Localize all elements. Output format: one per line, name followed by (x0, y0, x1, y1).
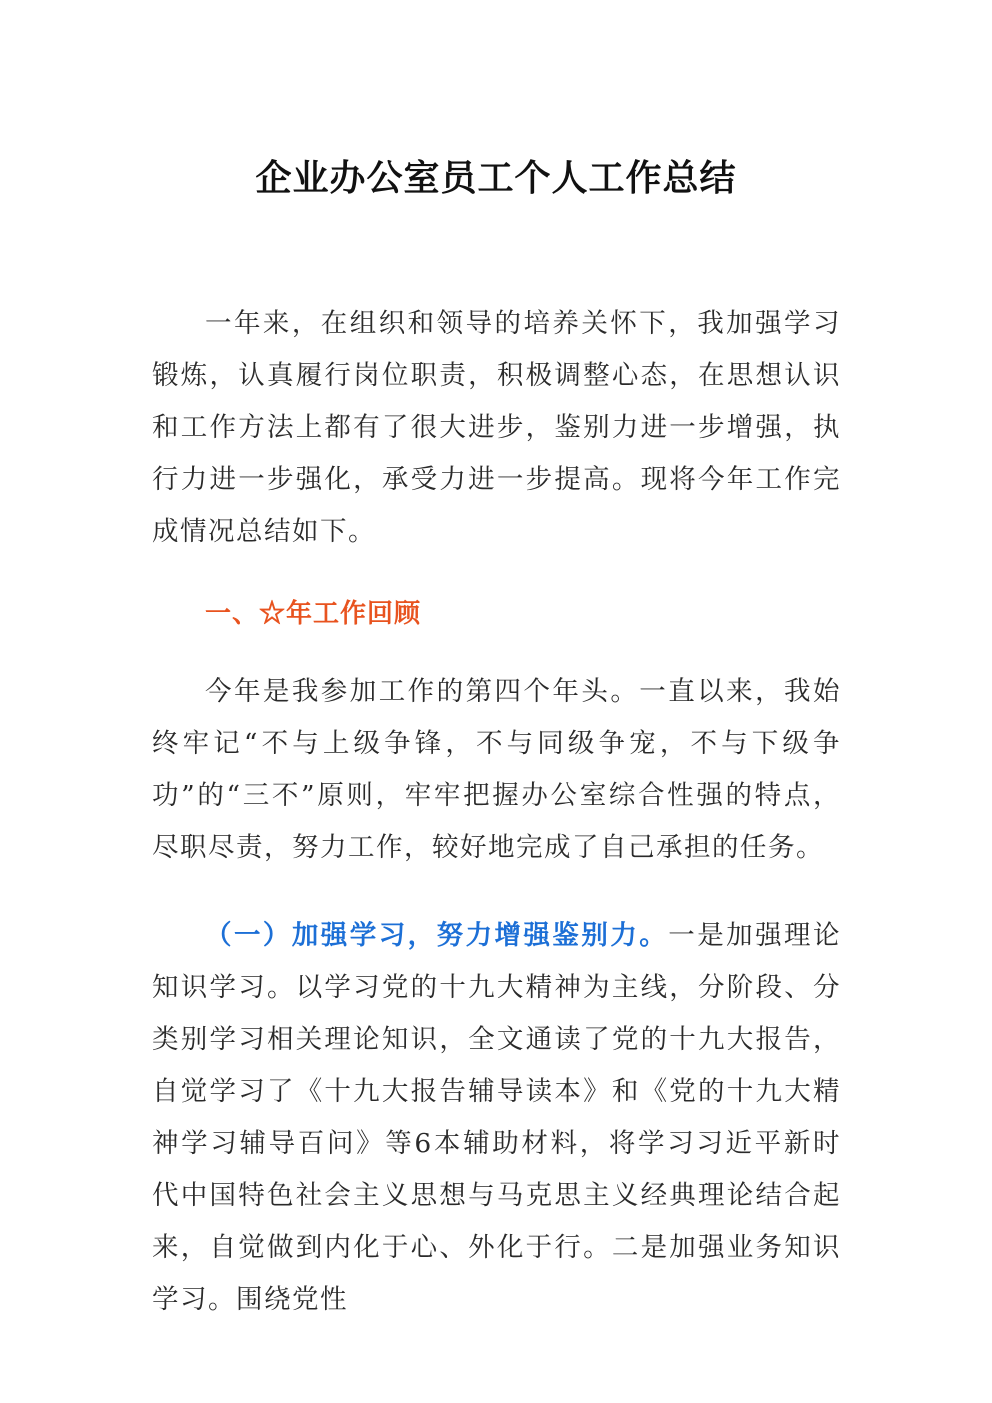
subsection-heading: （一）加强学习，努力增强鉴别力。 (205, 920, 669, 951)
section-paragraph: 今年是我参加工作的第四个年头。一直以来，我始终牢记“不与上级争锋，不与同级争宠，不与下级争功”的“三不”原则，牢牢把握办公室综合性强的特点，尽职尽责，努力工作，较好地完成了自己承担的任务。 (152, 676, 841, 863)
document-title: 企业办公室员工个人工作总结 (255, 157, 737, 200)
subsection-paragraph (152, 910, 841, 1326)
intro-paragraph: 一年来，在组织和领导的培养关怀下，我加强学习锻炼，认真履行岗位职责，积极调整心态，在思想认识和工作方法上都有了很大进步，鉴别力进一步增强，执行力进一步强化，承受力进一步提高。现将今年工作完成情况总结如下。 (152, 308, 841, 547)
section-heading: 一、☆年工作回顾 (205, 599, 422, 629)
subsection-body: 一是加强理论知识学习。以学习党的十九大精神为主线，分阶段、分类别学习相关理论知识，全文通读了党的十九大报告，自觉学习了《十九大报告辅导读本》和《党的十九大精神学习辅导百问》等6本辅助材料，将学习习近平新时代中国特色社会主义思想与马克思主义经典理论结合起来，自觉做到内化于心、外化于行。二是加强业务知识学习。围绕党性 (152, 920, 842, 1315)
